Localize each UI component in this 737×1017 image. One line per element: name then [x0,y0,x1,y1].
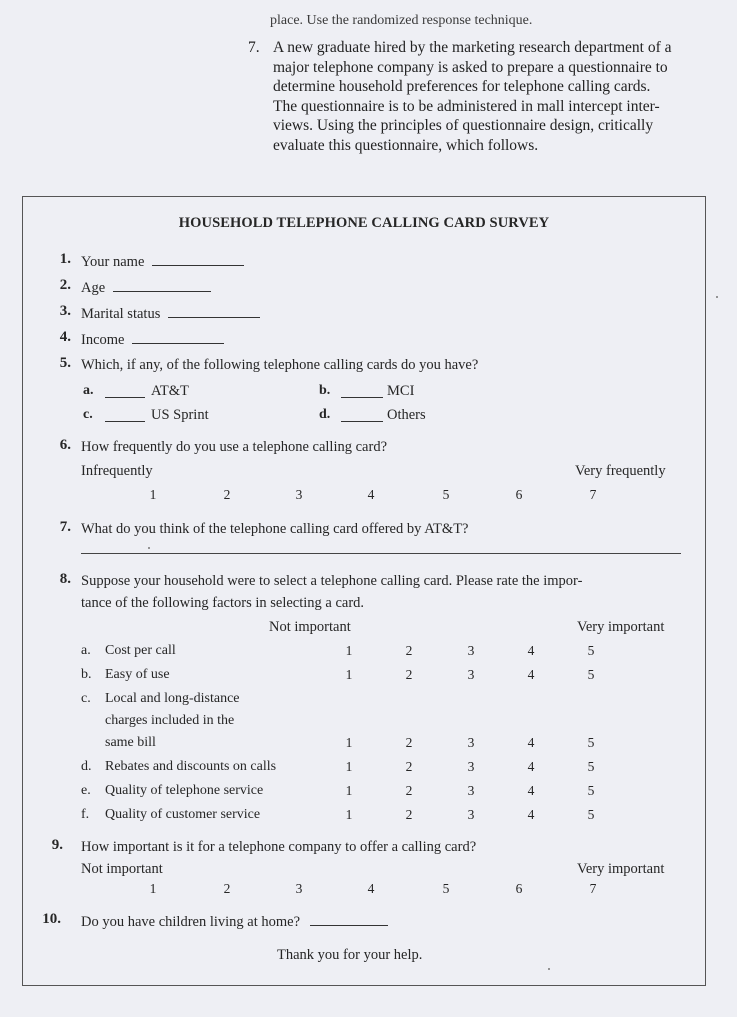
intro-line: evaluate this questionnaire, which follows. [273,136,539,154]
q9-scale-option[interactable]: 3 [295,881,303,896]
q6-scale-option[interactable]: 1 [149,487,157,502]
q8-item-f-letter: f. [81,807,90,822]
q10-number: 10. [42,911,61,927]
q6-scale-option[interactable]: 5 [442,487,450,502]
q6-number: 6. [59,437,71,453]
q8-item-d-scale[interactable]: 2 [405,759,413,774]
q5-option-a-label: AT&T [151,383,189,399]
q8-item-c-label-line2: charges included in the [105,713,235,728]
q8-item-c-scale[interactable]: 4 [527,735,535,750]
q8-low-anchor: Not important [269,619,351,635]
q8-item-b-letter: b. [81,667,92,682]
q8-item-e-scale[interactable]: 4 [527,783,535,798]
thank-you-note: Thank you for your help. [277,947,423,963]
q4-answer-blank[interactable] [132,331,224,344]
q6-scale-option[interactable]: 6 [515,487,523,502]
q5-number: 5. [59,355,71,371]
q8-item-a-scale[interactable]: 2 [405,643,413,658]
q7-answer-line[interactable] [81,553,681,554]
q8-item-a-scale[interactable]: 5 [587,643,595,658]
q8-item-d-scale[interactable]: 5 [587,759,595,774]
q3-label: Marital status [81,306,161,322]
q5-option-b-letter: b. [319,383,331,398]
q9-high-anchor: Very important [577,861,665,877]
q8-item-c-scale[interactable]: 2 [405,735,413,750]
q9-scale-option[interactable]: 1 [149,881,157,896]
q9-scale-option[interactable]: 6 [515,881,523,896]
q5-option-d-blank[interactable] [341,409,383,422]
q9-scale-option[interactable]: 4 [367,881,375,896]
q8-item-b-scale[interactable]: 3 [467,667,475,682]
q8-item-c-scale[interactable]: 5 [587,735,595,750]
q4-label: Income [81,332,125,348]
q2-label: Age [81,280,106,296]
q8-item-e-scale[interactable]: 1 [345,783,353,798]
q6-scale-option[interactable]: 7 [589,487,597,502]
q9-scale-option[interactable]: 7 [589,881,597,896]
intro-line: A new graduate hired by the marketing research department of a [273,39,672,56]
intro-line: views. Using the principles of questionnaire design, critically [273,117,654,135]
q2-number: 2. [59,277,71,293]
q8-item-d-label: Rebates and discounts on calls [105,759,277,774]
q6-low-anchor: Infrequently [81,463,153,479]
q8-item-d-letter: d. [81,759,92,774]
intro-item-number: 7. [248,39,260,56]
q6-scale-option[interactable]: 3 [295,487,303,502]
intro-paragraph [248,38,718,156]
scan-speck [148,547,150,549]
q8-item-f-scale[interactable]: 4 [527,807,535,822]
q4-row [81,331,224,349]
q9-scale-option[interactable]: 2 [223,881,231,896]
q8-item-f-scale[interactable]: 2 [405,807,413,822]
q5-option-c-blank[interactable] [105,409,145,422]
q8-item-e-letter: e. [81,783,91,798]
q8-item-f-label: Quality of customer service [105,807,261,822]
q8-item-d-scale[interactable]: 4 [527,759,535,774]
q5-question: Which, if any, of the following telephone calling cards do you have? [81,357,479,373]
q4-number: 4. [59,329,71,345]
q2-answer-blank[interactable] [113,279,211,292]
q5-option-a-letter: a. [83,383,94,398]
q10-row [81,913,388,931]
cut-off-text: place. Use the randomized response technique. [270,13,533,28]
scan-speck [548,968,550,970]
q8-question-line1: Suppose your household were to select a telephone calling card. Please rate the impor- [81,573,583,589]
q5-option-d-letter: d. [319,407,331,422]
q9-question: How important is it for a telephone company to offer a calling card? [81,839,477,855]
q8-item-b-scale[interactable]: 2 [405,667,413,682]
scan-speck [716,296,718,298]
q8-item-a-scale[interactable]: 3 [467,643,475,658]
q8-item-b-scale[interactable]: 1 [345,667,353,682]
q8-item-d-scale[interactable]: 1 [345,759,353,774]
q6-scale-option[interactable]: 2 [223,487,231,502]
q8-number: 8. [59,571,71,587]
q5-option-c-label: US Sprint [151,407,209,423]
intro-line: The questionnaire is to be administered in mall intercept inter- [273,97,660,115]
q8-item-e-scale[interactable]: 2 [405,783,413,798]
q3-row [81,305,260,323]
q8-item-d-scale[interactable]: 3 [467,759,475,774]
q7-number: 7. [59,519,71,535]
q8-item-b-scale[interactable]: 5 [587,667,595,682]
q10-answer-blank[interactable] [310,913,388,926]
q8-item-f-scale[interactable]: 3 [467,807,475,822]
q7-question: What do you think of the telephone calling card offered by AT&T? [81,521,469,537]
q5-option-b-label: MCI [387,383,415,399]
q8-item-c-label-line3: same bill [105,735,156,750]
intro-line: major telephone company is asked to prepare a questionnaire to [273,58,668,76]
q1-row [81,253,244,271]
q8-item-c-scale[interactable]: 3 [467,735,475,750]
q3-number: 3. [59,303,71,319]
q2-row [81,279,211,297]
q8-item-e-scale[interactable]: 3 [467,783,475,798]
q9-scale-option[interactable]: 5 [442,881,450,896]
q3-answer-blank[interactable] [168,305,260,318]
q8-item-e-label: Quality of telephone service [105,783,264,798]
q8-item-e-scale[interactable]: 5 [587,783,595,798]
q8-high-anchor: Very important [577,619,665,635]
q9-low-anchor: Not important [81,861,163,877]
q8-item-a-scale[interactable]: 4 [527,643,535,658]
q8-item-a-scale[interactable]: 1 [345,643,353,658]
q8-item-a-label: Cost per call [105,643,176,658]
q8-item-f-scale[interactable]: 1 [345,807,353,822]
q1-answer-blank[interactable] [152,253,244,266]
q5-option-d-label: Others [387,407,426,423]
q5-option-a-blank[interactable] [105,385,145,398]
q8-item-b-label: Easy of use [105,667,170,682]
q6-question: How frequently do you use a telephone calling card? [81,439,388,455]
q10-question: Do you have children living at home? [81,914,301,930]
q6-scale-option[interactable]: 4 [367,487,375,502]
survey-title: HOUSEHOLD TELEPHONE CALLING CARD SURVEY [178,215,550,231]
q8-item-b-scale[interactable]: 4 [527,667,535,682]
q8-item-c-label-line1: Local and long-distance [105,691,240,706]
q8-item-f-scale[interactable]: 5 [587,807,595,822]
q5-option-c-letter: c. [83,407,93,422]
q8-item-c-letter: c. [81,691,91,706]
intro-line: determine household preferences for telephone calling cards. [273,78,651,96]
q6-high-anchor: Very frequently [575,463,666,479]
q1-label: Your name [81,254,145,270]
q8-item-a-letter: a. [81,643,91,658]
q8-question-line2: tance of the following factors in selecting a card. [81,595,365,611]
survey-card [22,196,706,986]
q5-option-b-blank[interactable] [341,385,383,398]
q1-number: 1. [59,251,71,267]
q9-number: 9. [51,837,63,853]
q8-item-c-scale[interactable]: 1 [345,735,353,750]
